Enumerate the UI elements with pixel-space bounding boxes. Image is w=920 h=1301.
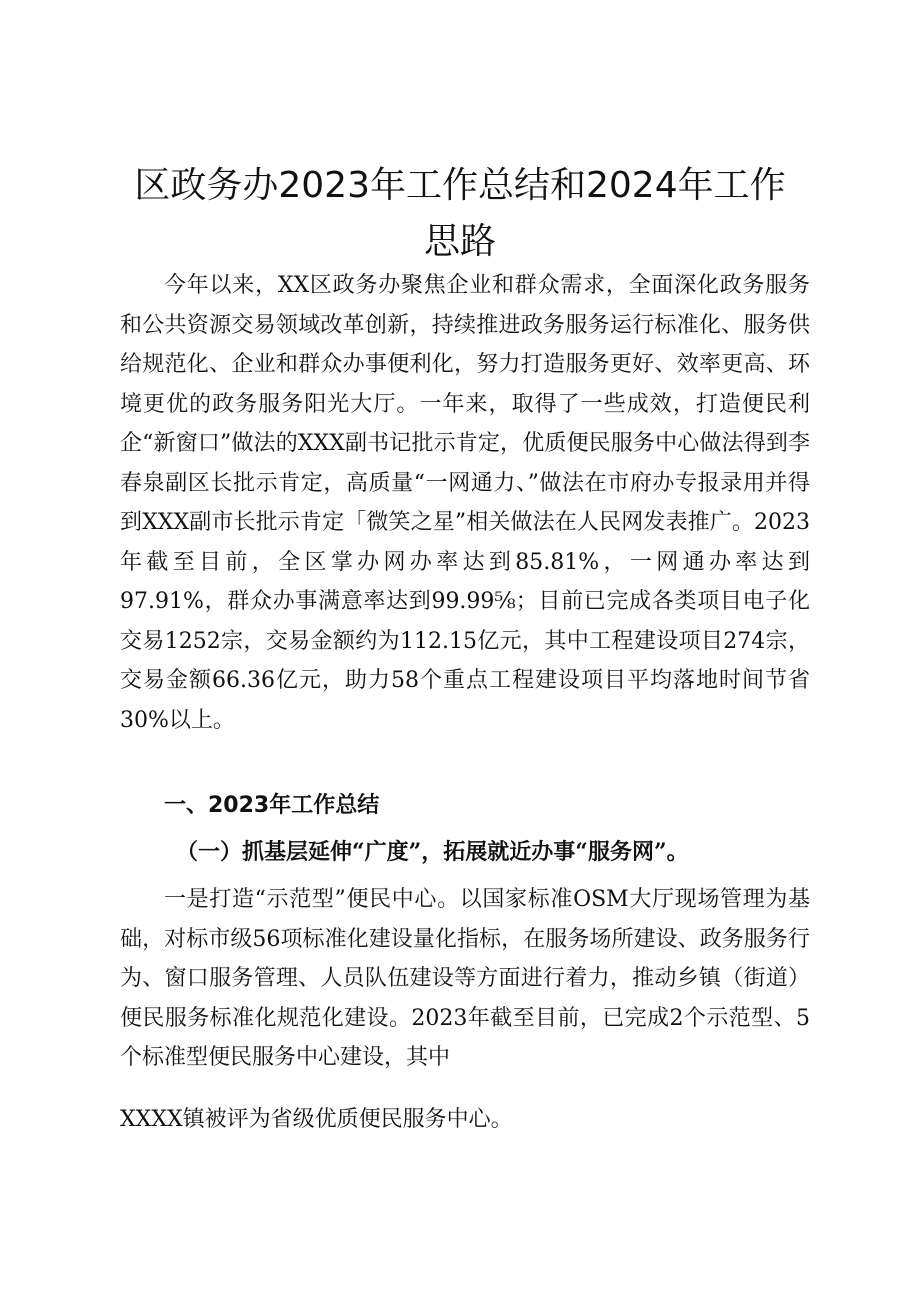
subsection-paragraph-demonstration-center: 一是打造“示范型”便民中心。以国家标准OSM大厅现场管理为基础，对标市级56项标准化建设量化指标，在服务场所建设、政务服务行为、窗口服务管理、人员队伍建设等方面进行着力，推动乡镇（街道）便民服务标准化规范化建设。2023年截至目前，已完成2个示范型、5个标准型便民服务中心建设，其中 xyxy=(120,887,810,1070)
subsection-paragraph-tail: XXXX镇被评为省级优质便民服务中心。 xyxy=(120,1107,513,1132)
subsection-heading-grassroots: （一）抓基层延伸“广度”，拓展就近办事“服务网”。 xyxy=(176,839,689,865)
document-title: 区政务办2023年工作总结和2024年工作思路 xyxy=(134,165,786,262)
intro-paragraph: 今年以来，XX区政务办聚焦企业和群众需求，全面深化政务服务和公共资源交易领域改革创新，持续推进政务服务运行标准化、服务供给规范化、企业和群众办事便利化，努力打造服务更好、效率更高、环境更优的政务服务阳光大厅。一年来，取得了一些成效，打造便民利企“新窗口”做法的XXX副书记批示肯定，优质便民服务中心做法得到李春泉副区长批示肯定，高质量“一网通力、”做法在市府办专报录用并得到XXX副市长批示肯定「微笑之星”相关做法在人民网发表推广。2023年截至目前，全区掌办网办率达到85.81%，一网通办率达到97.91%，群众办事满意率达到99.99⅝；目前已完成各类项目电子化交易1252宗，交易金额约为112.15亿元，其中工程建设项目274宗，交易金额66.36亿元，助力58个重点工程建设项目平均落地时间节省30%以上。 xyxy=(120,273,810,733)
section-heading-work-summary: 一、2023年工作总结 xyxy=(164,793,380,818)
